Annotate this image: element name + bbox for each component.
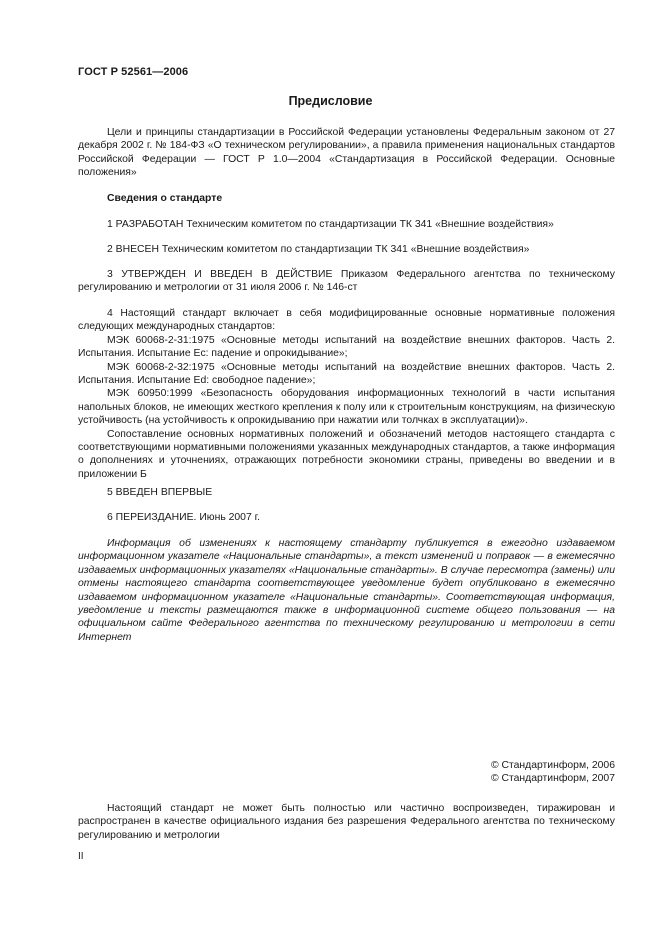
item-4-standard-2: МЭК 60068-2-32:1975 «Основные методы испытаний на воздействие внешних факторов. Часть 2. Испытания. Испытание Ed: свободное падение»;: [78, 361, 615, 387]
item-5-section: [78, 486, 615, 499]
item-4-intro: 4 Настоящий стандарт включает в себя модифицированные основные нормативные положения следующих международных стандартов:: [78, 308, 615, 333]
page-title: Предисловие: [288, 94, 373, 108]
info-heading-section: [78, 192, 615, 205]
item-1: 1 РАЗРАБОТАН Техническим комитетом по стандартизации ТК 341 «Внешние воздействия»: [107, 219, 554, 230]
copyright-line-2: © Стандартинформ, 2007: [490, 773, 615, 785]
item-2-section: [78, 243, 615, 256]
copyright-line-1: © Стандартинформ, 2006: [490, 760, 615, 771]
copyright-block: [400, 759, 615, 786]
info-heading: Сведения о стандарте: [107, 193, 223, 204]
item-3: 3 УТВЕРЖДЕН И ВВЕДЕН В ДЕЙСТВИЕ Приказом Федерального агентства по техническому регулированию и метрологии от 31 июля 2006 г. № 146-ст: [78, 269, 615, 294]
item-4-section: [78, 307, 615, 481]
standard-code: ГОСТ Р 52561—2006: [78, 66, 189, 78]
item-4-comparison: Сопоставление основных нормативных положений и обозначений методов настоящего стандарта с соответствующими нормативными положениями указанных международных стандартов, а также информация о дополнениях и уточнениях, отражающих потребности экономики страны, приведены во введении и в приложении Б: [78, 428, 615, 480]
item-3-section: [78, 268, 615, 295]
item-6: 6 ПЕРЕИЗДАНИЕ. Июнь 2007 г.: [107, 512, 261, 523]
item-4-standard-1: МЭК 60068-2-31:1975 «Основные методы испытаний на воздействие внешних факторов. Часть 2. Испытания. Испытание Ec: падение и опрокидывание»;: [78, 334, 615, 360]
item-2: 2 ВНЕСЕН Техническим комитетом по стандартизации ТК 341 «Внешние воздействия»: [107, 244, 530, 255]
page-number: II: [78, 851, 84, 862]
item-5: 5 ВВЕДЕН ВПЕРВЫЕ: [107, 487, 213, 498]
intro-section: [78, 126, 615, 180]
notice-paragraph: Информация об изменениях к настоящему стандарту публикуется в ежегодно издаваемом информационном указателе «Национальные стандарты», а текст изменений и поправок — в ежемесячно издаваемых информационных указателях «Национальные стандарты». В случае пересмотра (замены) или отмены настоящего стандарта соответствующее уведомление будет опубликовано в ежемесячно издаваемом информационном указателе «Национальные стандарты». Соответствующая информация, уведомление и тексты размещаются также в информационной системе общего пользования — на официальном сайте Федерального агентства по техническому регулированию и метрологии в сети Интернет: [78, 538, 615, 643]
item-6-section: [78, 511, 615, 524]
legal-paragraph: Настоящий стандарт не может быть полностью или частично воспроизведен, тиражирован и распространен в качестве официального издания без разрешения Федерального агентства по техническому регулированию и метрологии: [78, 803, 615, 841]
intro-paragraph: Цели и принципы стандартизации в Российской Федерации установлены Федеральным законом от 27 декабря 2002 г. № 184-ФЗ «О техническом регулировании», а правила применения национальных стандартов Российской Федерации — ГОСТ Р 1.0—2004 «Стандартизация в Российской Федерации. Основные положения»: [78, 127, 615, 179]
item-4-standard-3: МЭК 60950:1999 «Безопасность оборудования информационных технологий в части испытания напольных блоков, не имеющих жесткого крепления к полу или к строительным конструкциям, на физическую устойчивость (на устойчивость к опрокидыванию при нажатии или толчках в эксплуатации)».: [78, 388, 615, 427]
legal-section: [78, 802, 615, 842]
notice-section: [78, 537, 615, 644]
item-1-section: [78, 218, 615, 231]
